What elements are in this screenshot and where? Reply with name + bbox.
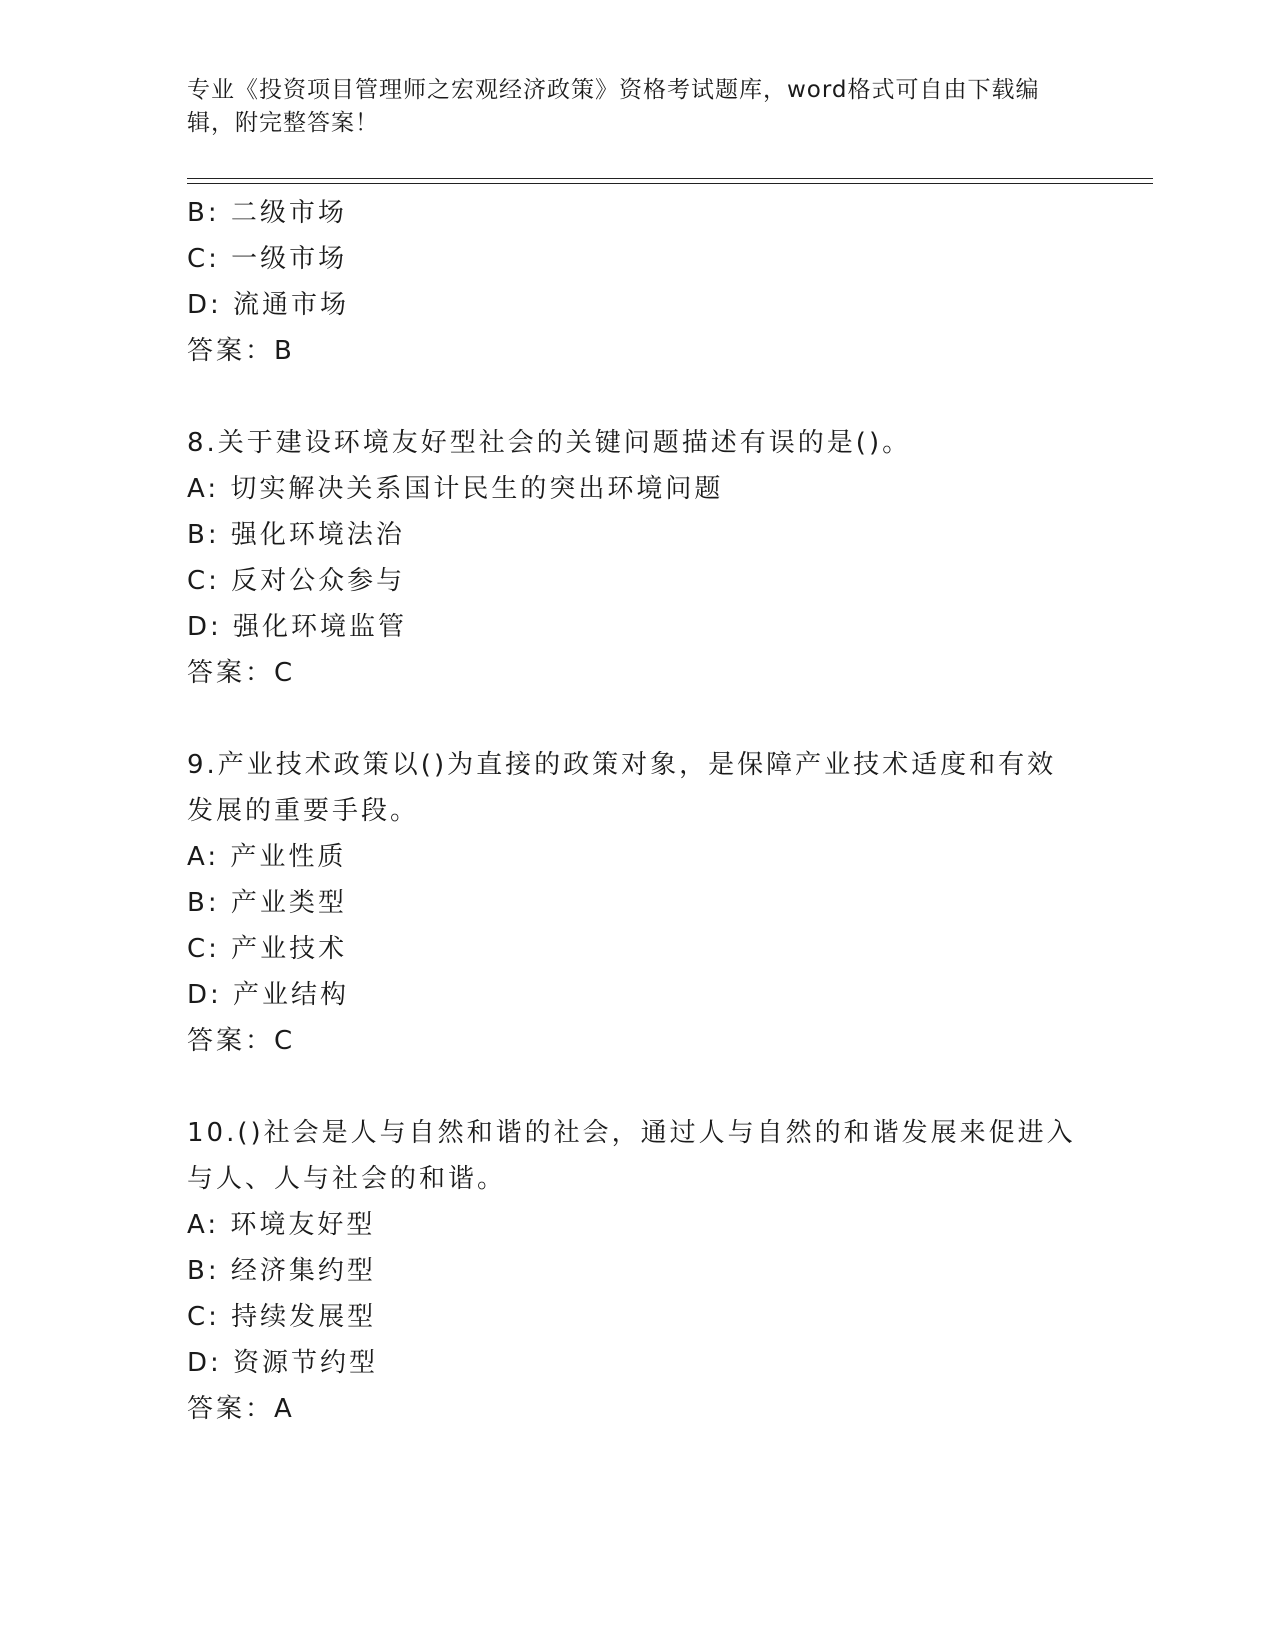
question-text: 8.关于建设环境友好型社会的关键问题描述有误的是()。 — [187, 428, 912, 458]
option-c: C: 一级市场 — [187, 244, 348, 274]
option-b: B: 二级市场 — [187, 198, 347, 228]
option-d: D: 强化环境监管 — [187, 612, 408, 642]
header-divider-bottom — [187, 183, 1153, 184]
option-c: C: 反对公众参与 — [187, 566, 406, 596]
option-b: B: 强化环境法治 — [187, 520, 405, 550]
header-line-2: 辑，附完整答案！ — [187, 110, 379, 136]
answer-line: 答案：C — [187, 1026, 296, 1056]
question-10 — [187, 1110, 1077, 1432]
question-text-line-1: 9.产业技术政策以()为直接的政策对象，是保障产业技术适度和有效 — [187, 750, 1057, 780]
spacer — [187, 1064, 1077, 1110]
header-line-1: 专业《投资项目管理师之宏观经济政策》资格考试题库，word格式可自由下载编 — [187, 77, 1040, 103]
option-a: A: 产业性质 — [187, 842, 347, 872]
question-8 — [187, 420, 1077, 696]
question-text-line-2: 发展的重要手段。 — [187, 796, 420, 826]
spacer — [187, 374, 1077, 420]
question-9 — [187, 742, 1077, 1064]
option-b: B: 经济集约型 — [187, 1256, 376, 1286]
option-c: C: 持续发展型 — [187, 1302, 377, 1332]
spacer — [187, 696, 1077, 742]
header-divider-top — [187, 178, 1153, 179]
question-7-continued — [187, 190, 1077, 374]
answer-line: 答案：C — [187, 658, 296, 688]
option-a: A: 切实解决关系国计民生的突出环境问题 — [187, 474, 724, 504]
question-text-line-2: 与人、人与社会的和谐。 — [187, 1164, 507, 1194]
option-a: A: 环境友好型 — [187, 1210, 376, 1240]
option-d: D: 资源节约型 — [187, 1348, 379, 1378]
question-list — [187, 190, 1077, 1432]
option-d: D: 流通市场 — [187, 290, 350, 320]
document-header — [187, 74, 1067, 140]
option-c: C: 产业技术 — [187, 934, 348, 964]
answer-line: 答案：A — [187, 1394, 295, 1424]
option-d: D: 产业结构 — [187, 980, 350, 1010]
answer-line: 答案：B — [187, 336, 295, 366]
option-b: B: 产业类型 — [187, 888, 347, 918]
question-text-line-1: 10.()社会是人与自然和谐的社会，通过人与自然的和谐发展来促进入 — [187, 1118, 1076, 1148]
